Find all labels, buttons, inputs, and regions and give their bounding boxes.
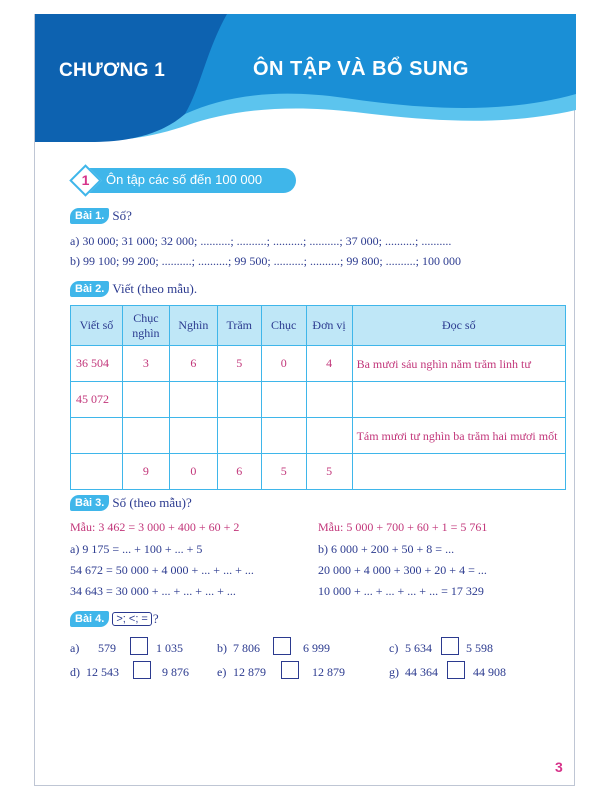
table-cell — [169, 382, 217, 418]
compare-left: 579 — [98, 641, 116, 655]
compare-left: 7 806 — [233, 641, 260, 655]
exercise-3-b3: 10 000 + ... + ... + ... + ... = 17 329 — [318, 584, 484, 598]
table-cell: 0 — [169, 454, 217, 490]
table-cell — [306, 382, 352, 418]
page-number: 3 — [555, 759, 563, 775]
compare-right: 6 999 — [303, 641, 330, 655]
textbook-page — [34, 14, 575, 786]
table-cell — [71, 418, 123, 454]
exercise-4-heading — [70, 611, 159, 627]
compare-right: 12 879 — [312, 665, 345, 679]
table-cell: 6 — [169, 346, 217, 382]
column-header: Trăm — [217, 306, 261, 346]
table-cell — [306, 418, 352, 454]
compare-label: g) — [389, 665, 399, 679]
compare-left: 12 543 — [86, 665, 119, 679]
compare-label: c) — [389, 641, 399, 655]
table-cell — [217, 382, 261, 418]
table-cell — [217, 418, 261, 454]
exercise-badge: Bài 3. — [70, 495, 109, 511]
exercise-3-a1: a) 9 175 = ... + 100 + ... + 5 — [70, 542, 203, 556]
table-cell — [169, 418, 217, 454]
compare-left: 5 634 — [405, 641, 432, 655]
answer-box[interactable] — [447, 661, 465, 679]
column-header: Chục nghìn — [122, 306, 169, 346]
place-value-table — [70, 305, 566, 490]
compare-right: 1 035 — [156, 641, 183, 655]
table-cell — [122, 418, 169, 454]
exercise-1-line-b: b) 99 100; 99 200; ..........; ..........; 99 500; ..........; ..........; 99 800; ..........; 100 000 — [70, 254, 462, 268]
compare-right: 5 598 — [466, 641, 493, 655]
answer-box[interactable] — [273, 637, 291, 655]
table-cell: 3 — [122, 346, 169, 382]
lesson-number: 1 — [81, 172, 90, 188]
exercise-3-a2: 54 672 = 50 000 + 4 000 + ... + ... + ... — [70, 563, 254, 577]
table-cell: 0 — [261, 346, 306, 382]
example-left: Mẫu: 3 462 = 3 000 + 400 + 60 + 2 — [70, 520, 240, 534]
compare-left: 12 879 — [233, 665, 266, 679]
exercise-1-line-a: a) 30 000; 31 000; 32 000; ..........; ..........; ..........; ..........; 37 000; ..........; .......... — [70, 234, 452, 248]
table-cell — [261, 418, 306, 454]
question-mark: ? — [152, 611, 159, 626]
compare-label: e) — [217, 665, 227, 679]
answer-box[interactable] — [281, 661, 299, 679]
column-header: Chục — [261, 306, 306, 346]
exercise-prompt: Số (theo mẫu)? — [112, 495, 192, 510]
table-row — [71, 382, 566, 418]
table-cell: 5 — [306, 454, 352, 490]
table-cell: 4 — [306, 346, 352, 382]
compare-left: 44 364 — [405, 665, 438, 679]
table-cell — [71, 454, 123, 490]
exercise-3-b1: b) 6 000 + 200 + 50 + 8 = ... — [318, 542, 455, 556]
table-cell: 36 504 — [71, 346, 123, 382]
table-cell: Tám mươi tư nghìn ba trăm hai mươi mốt — [352, 418, 565, 454]
table-row — [71, 454, 566, 490]
exercise-2-heading — [70, 281, 197, 297]
table-header-row — [71, 306, 566, 346]
column-header: Đọc số — [352, 306, 565, 346]
table-row — [71, 346, 566, 382]
answer-box[interactable] — [133, 661, 151, 679]
chapter-label: CHƯƠNG 1 — [59, 60, 166, 81]
table-cell: 5 — [261, 454, 306, 490]
answer-box[interactable] — [130, 637, 148, 655]
compare-label: b) — [217, 641, 227, 655]
exercise-1-heading — [70, 208, 132, 224]
exercise-badge: Bài 1. — [70, 208, 109, 224]
compare-right: 44 908 — [473, 665, 506, 679]
table-cell — [122, 382, 169, 418]
exercise-3-b2: 20 000 + 4 000 + 300 + 20 + 4 = ... — [318, 563, 487, 577]
exercise-3-a3: 34 643 = 30 000 + ... + ... + ... + ... — [70, 584, 236, 598]
table-cell — [261, 382, 306, 418]
table-cell: 6 — [217, 454, 261, 490]
exercise-badge: Bài 2. — [70, 281, 109, 297]
column-header: Nghìn — [169, 306, 217, 346]
table-row — [71, 418, 566, 454]
column-header: Viết số — [71, 306, 123, 346]
column-header: Đơn vị — [306, 306, 352, 346]
example-right: Mẫu: 5 000 + 700 + 60 + 1 = 5 761 — [318, 520, 488, 534]
compare-label: a) — [70, 641, 80, 655]
table-cell: 45 072 — [71, 382, 123, 418]
lesson-title: Ôn tập các số đến 100 000 — [106, 172, 263, 187]
exercise-3-heading — [70, 495, 192, 511]
table-cell: 9 — [122, 454, 169, 490]
lesson-heading — [72, 166, 296, 195]
chapter-title: ÔN TẬP VÀ BỔ SUNG — [253, 58, 469, 80]
table-cell: Ba mươi sáu nghìn năm trăm linh tư — [352, 346, 565, 382]
table-cell — [352, 382, 565, 418]
table-cell: 5 — [217, 346, 261, 382]
table-cell — [352, 454, 565, 490]
exercise-prompt: Viết (theo mẫu). — [112, 281, 198, 296]
compare-right: 9 876 — [162, 665, 189, 679]
exercise-prompt: Số? — [112, 208, 132, 223]
compare-label: d) — [70, 665, 80, 679]
exercise-badge: Bài 4. — [70, 611, 109, 627]
answer-box[interactable] — [441, 637, 459, 655]
comparison-signs-box: >; <; = — [112, 612, 152, 626]
